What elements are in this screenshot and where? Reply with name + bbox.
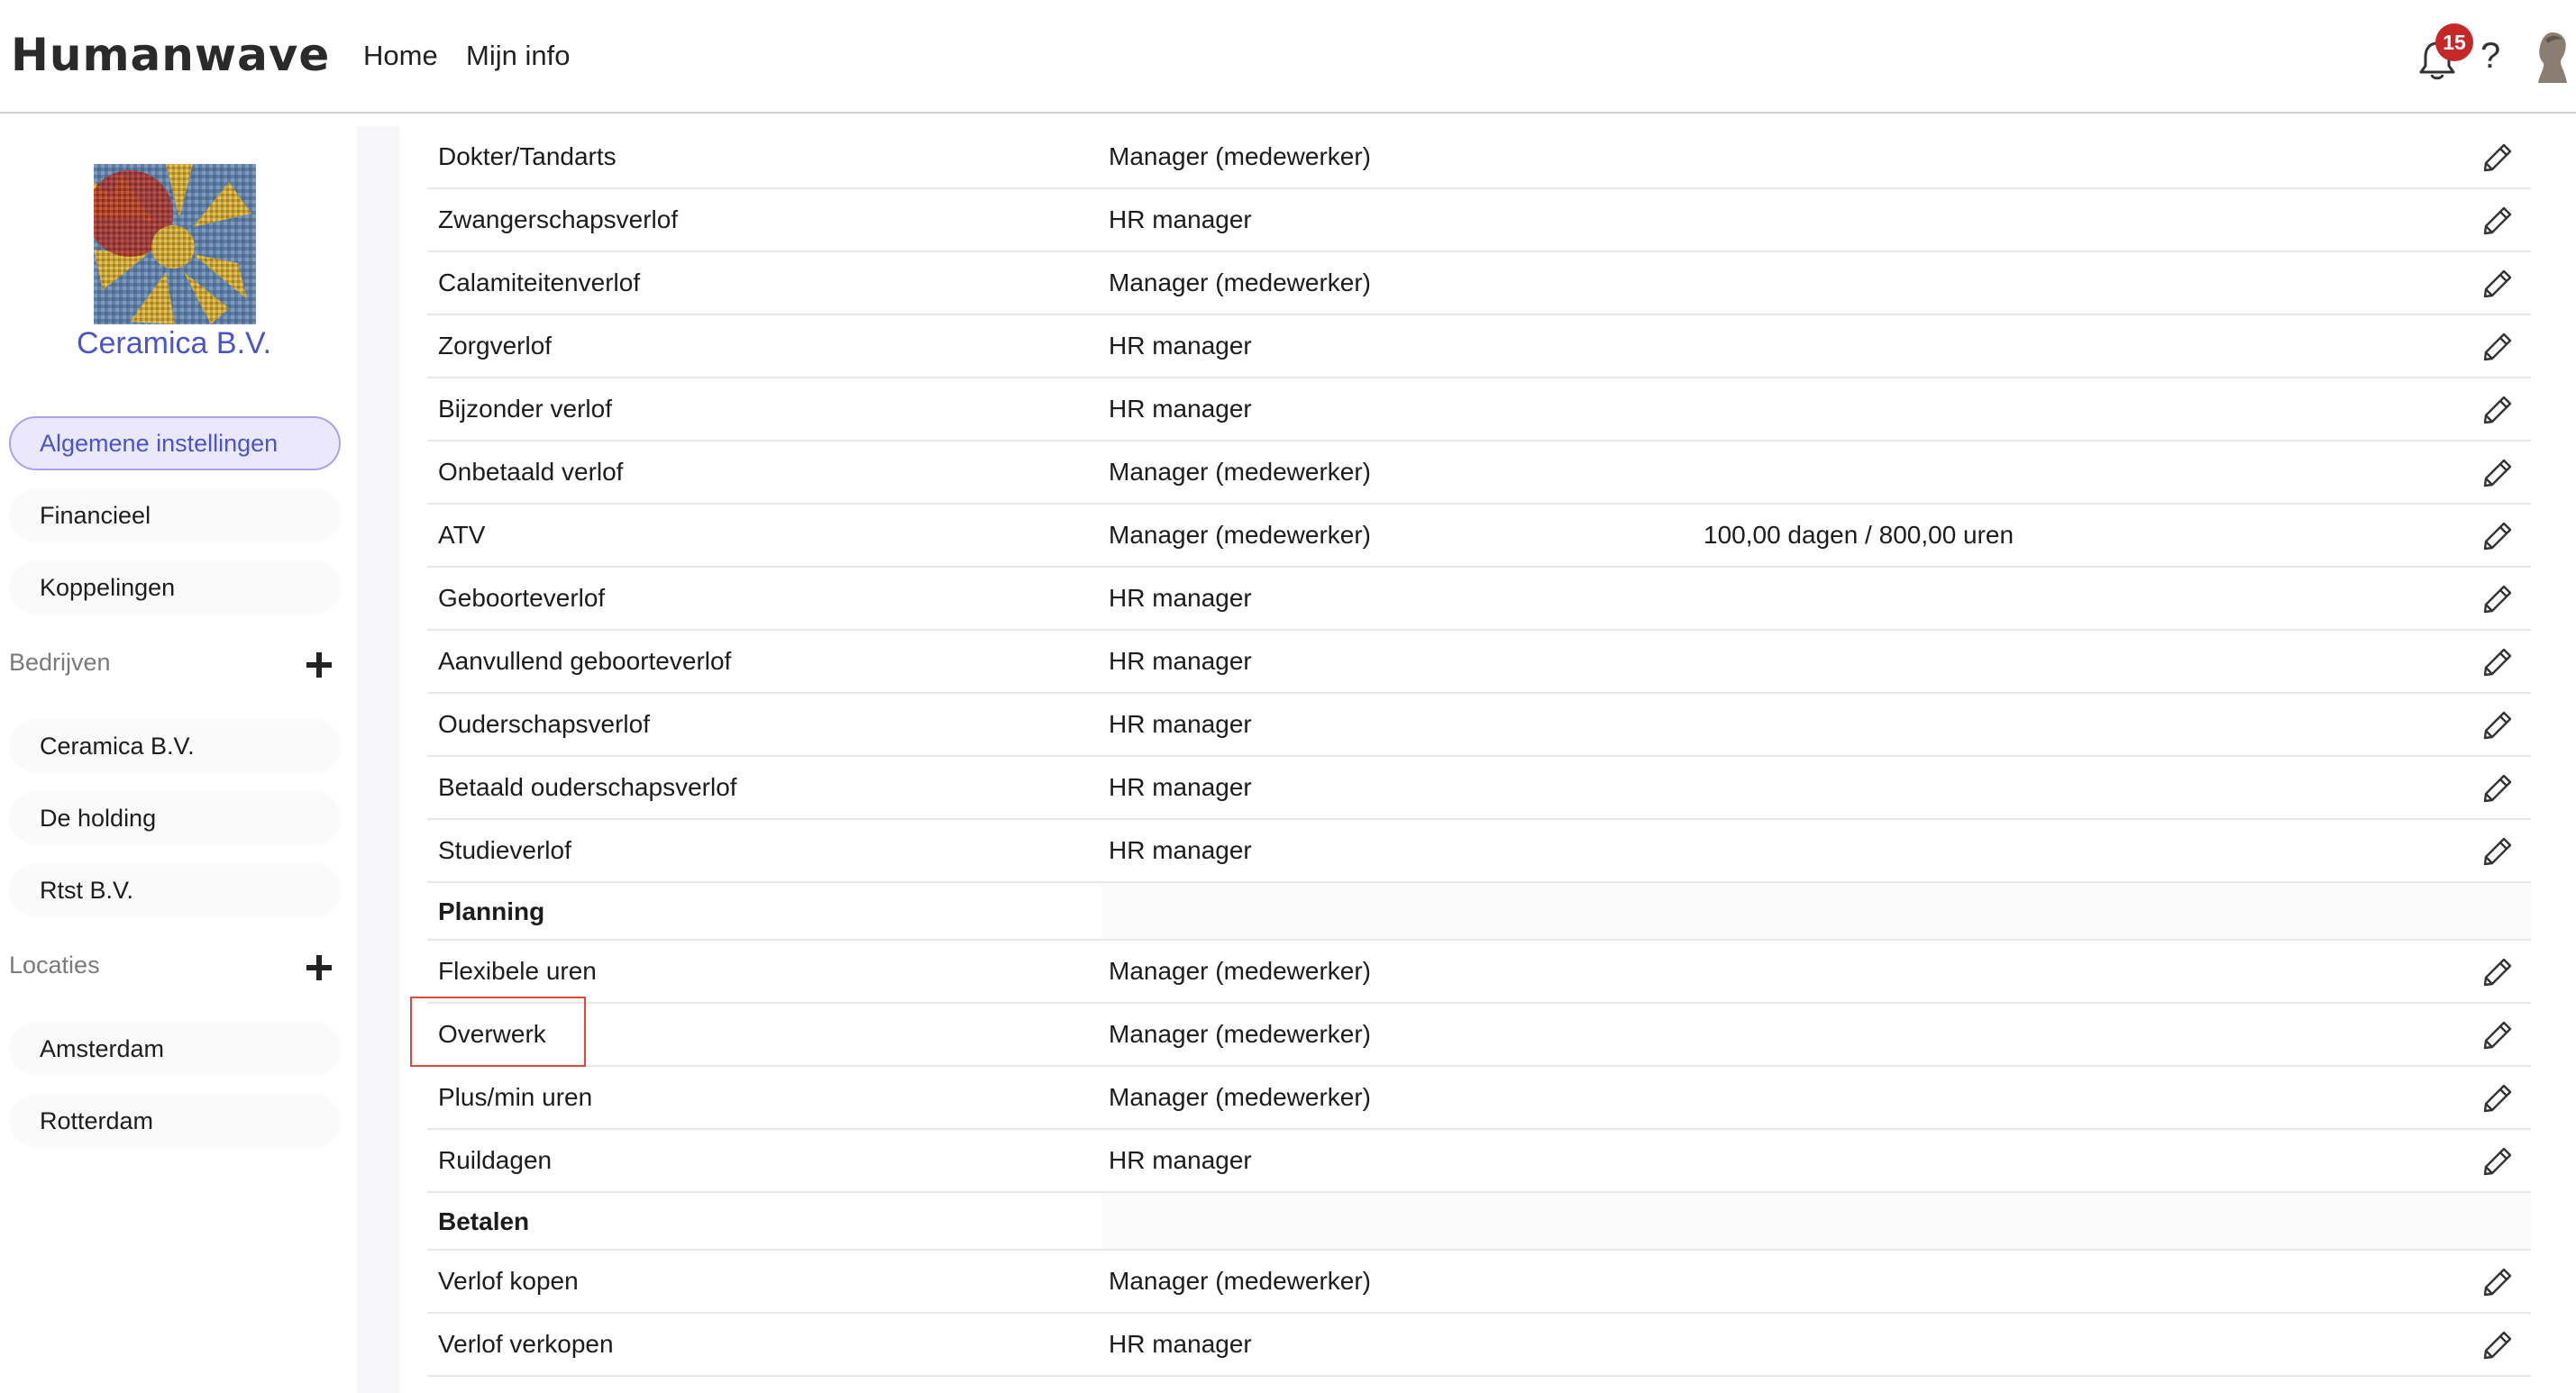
leave-type-name: Verlof kopen [438,1267,579,1295]
table-row[interactable] [427,1130,2531,1193]
approver-role: HR manager [1109,1146,1252,1174]
leave-type-name: Zorgverlof [438,332,553,360]
table-row[interactable] [427,252,2531,315]
approver-role: HR manager [1109,205,1252,233]
edit-pencil-icon[interactable] [2482,1146,2513,1177]
notification-badge[interactable]: 15 [2435,23,2473,61]
approver-role: Manager (medewerker) [1109,458,1371,486]
approver-role: Manager (medewerker) [1109,957,1371,985]
table-row[interactable] [427,315,2531,378]
edit-pencil-icon[interactable] [2482,957,2513,988]
approver-role: Manager (medewerker) [1109,1083,1371,1111]
table-row[interactable] [427,568,2531,631]
approver-role: Manager (medewerker) [1109,521,1371,549]
leave-type-name: ATV [438,521,486,549]
section-row-planning [427,883,2531,941]
sidebar-item-location[interactable]: Rotterdam [9,1094,341,1148]
edit-pencil-icon[interactable] [2482,269,2513,299]
leave-type-name: Ouderschapsverlof [438,710,651,738]
leave-type-name: Dokter/Tandarts [438,142,617,170]
app-logo[interactable]: Humanwave [11,29,331,81]
edit-pencil-icon[interactable] [2482,1020,2513,1051]
sidebar-item-location[interactable]: Amsterdam [9,1022,341,1076]
leave-type-name: Geboorteverlof [438,584,606,612]
add-company-plus-icon[interactable] [303,649,335,681]
edit-pencil-icon[interactable] [2482,332,2513,362]
avatar[interactable] [2533,31,2569,83]
edit-pencil-icon[interactable] [2482,395,2513,425]
leave-balance: 100,00 dagen / 800,00 uren [1704,521,2014,549]
table-row[interactable] [427,1067,2531,1130]
section-heading: Planning [438,897,545,925]
add-location-plus-icon[interactable] [303,951,335,984]
edit-pencil-icon[interactable] [2482,584,2513,615]
help-icon[interactable]: ? [2480,36,2501,76]
edit-pencil-icon[interactable] [2482,710,2513,741]
sidebar-item-company[interactable]: Rtst B.V. [9,863,341,917]
table-row[interactable] [427,757,2531,820]
approver-role: HR manager [1109,773,1252,801]
edit-pencil-icon[interactable] [2482,647,2513,678]
company-name[interactable]: Ceramica B.V. [76,326,272,360]
edit-pencil-icon[interactable] [2482,1083,2513,1114]
edit-pencil-icon[interactable] [2482,836,2513,867]
sidebar-item-algemene-instellingen[interactable]: Algemene instellingen [9,416,341,470]
leave-type-name: Ruildagen [438,1146,553,1174]
leave-type-name: Overwerk [438,1020,546,1048]
table-row[interactable] [427,442,2531,505]
table-row[interactable] [427,1251,2531,1314]
sidebar-item-koppelingen[interactable]: Koppelingen [9,560,341,615]
edit-pencil-icon[interactable] [2482,773,2513,804]
section-heading-locaties: Locaties [9,951,100,979]
section-heading: Betalen [438,1207,530,1235]
leave-type-name: Onbetaald verlof [438,458,624,486]
section-shade [1101,883,2531,939]
table-row[interactable] [427,189,2531,252]
approver-role: HR manager [1109,710,1252,738]
sidebar-item-company[interactable]: Ceramica B.V. [9,719,341,773]
leave-type-name: Aanvullend geboorteverlof [438,647,732,675]
leave-type-name: Calamiteitenverlof [438,269,641,296]
leave-type-name: Flexibele uren [438,957,597,985]
approver-role: Manager (medewerker) [1109,269,1371,296]
sidebar-item-company[interactable]: De holding [9,791,341,845]
approver-role: HR manager [1109,836,1252,864]
highlight-box [410,997,586,1067]
leave-type-name: Verlof verkopen [438,1330,614,1358]
approver-role: HR manager [1109,584,1252,612]
nav-home-link[interactable]: Home [363,40,438,71]
approver-role: Manager (medewerker) [1109,142,1371,170]
nav-mijn-info-link[interactable]: Mijn info [466,40,571,71]
top-header [0,0,2576,114]
edit-pencil-icon[interactable] [2482,205,2513,236]
edit-pencil-icon[interactable] [2482,142,2513,173]
edit-pencil-icon[interactable] [2482,1330,2513,1361]
edit-pencil-icon[interactable] [2482,521,2513,551]
table-row[interactable] [427,631,2531,694]
table-row[interactable] [427,941,2531,1004]
table-row[interactable] [427,1004,2531,1067]
table-row[interactable] [427,694,2531,757]
approver-role: HR manager [1109,332,1252,360]
section-shade [1101,1193,2531,1249]
approver-role: Manager (medewerker) [1109,1267,1371,1295]
approver-role: Manager (medewerker) [1109,1020,1371,1048]
section-row-betalen [427,1193,2531,1251]
edit-pencil-icon[interactable] [2482,458,2513,488]
leave-type-name: Betaald ouderschapsverlof [438,773,737,801]
table-row[interactable] [427,1314,2531,1377]
leave-type-name: Studieverlof [438,836,571,864]
leave-type-name: Bijzonder verlof [438,395,612,423]
table-row[interactable] [427,126,2531,189]
company-logo [94,164,256,324]
table-row[interactable] [427,820,2531,883]
approver-role: HR manager [1109,1330,1252,1358]
leave-type-name: Zwangerschapsverlof [438,205,679,233]
leave-type-name: Plus/min uren [438,1083,593,1111]
edit-pencil-icon[interactable] [2482,1267,2513,1297]
table-row[interactable] [427,505,2531,568]
approver-role: HR manager [1109,647,1252,675]
table-row[interactable] [427,378,2531,442]
section-heading-bedrijven: Bedrijven [9,649,111,676]
sidebar-item-financieel[interactable]: Financieel [9,488,341,542]
approver-role: HR manager [1109,395,1252,423]
